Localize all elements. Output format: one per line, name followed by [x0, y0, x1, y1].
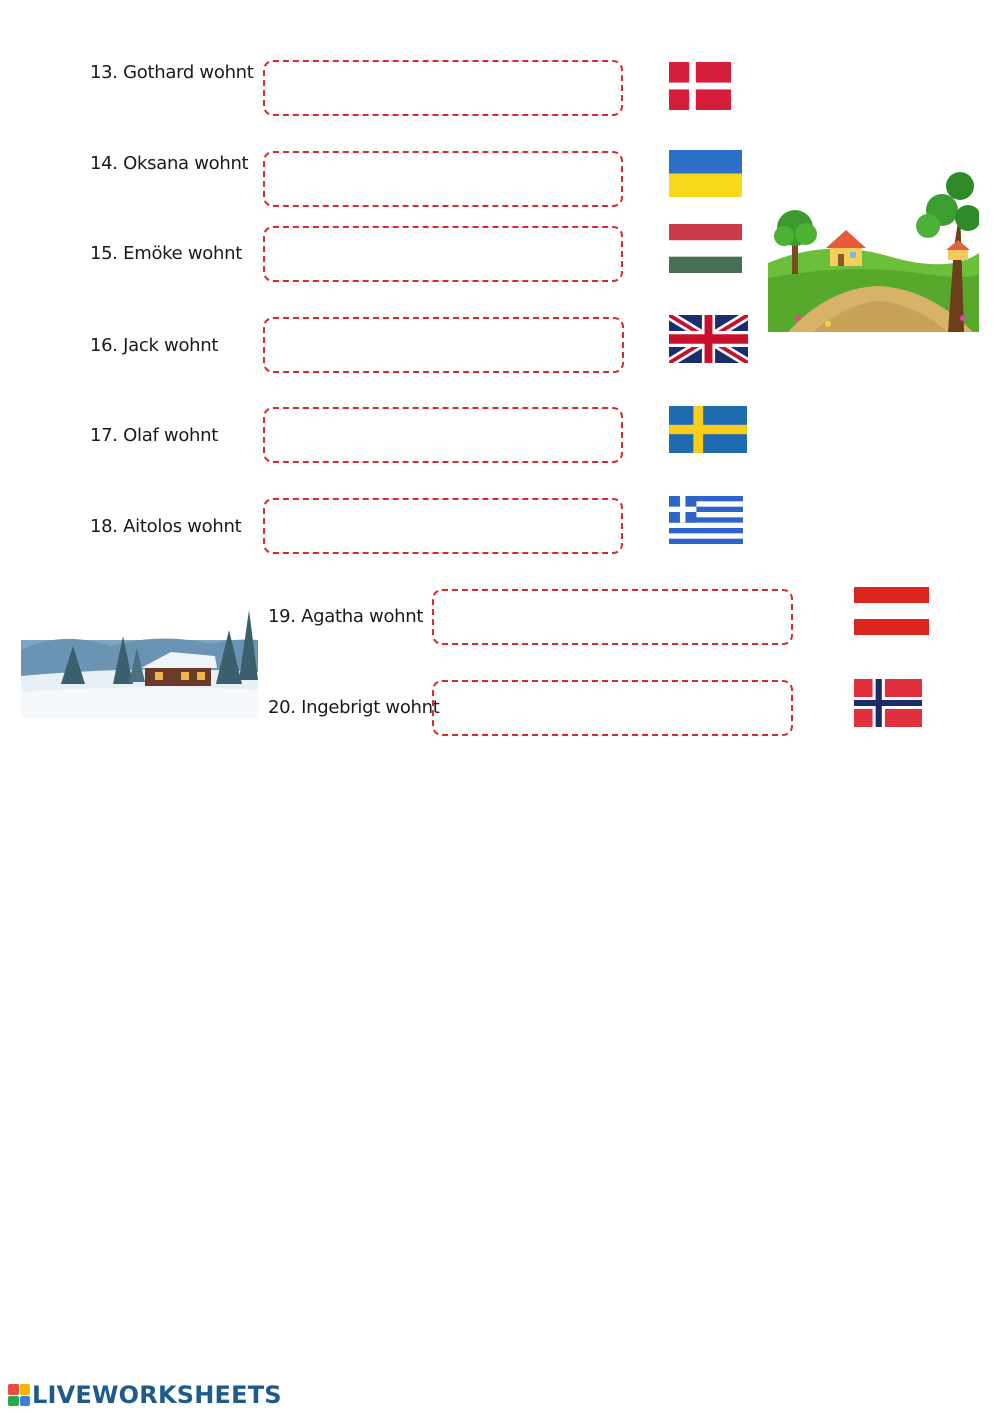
united-kingdom-flag-icon: [669, 315, 748, 363]
question-13-label: 13. Gothard wohnt: [90, 62, 254, 83]
answer-input-14[interactable]: [263, 151, 623, 207]
answer-input-16[interactable]: [263, 317, 624, 373]
answer-input-18[interactable]: [263, 498, 623, 554]
liveworksheets-logo-icon: [8, 1384, 30, 1406]
denmark-flag-icon: [669, 62, 731, 110]
answer-input-19[interactable]: [432, 589, 793, 645]
norway-flag-icon: [854, 679, 922, 727]
question-17-label: 17. Olaf wohnt: [90, 425, 219, 446]
greece-flag-icon: [669, 496, 743, 544]
answer-input-20[interactable]: [432, 680, 793, 736]
liveworksheets-logo: [8, 1381, 282, 1409]
question-19-label: 19. Agatha wohnt: [268, 606, 424, 627]
answer-input-15[interactable]: [263, 226, 623, 282]
hungary-flag-icon: [669, 224, 742, 273]
austria-flag-icon: [854, 587, 929, 635]
liveworksheets-wordmark: LIVEWORKSHEETS: [32, 1381, 282, 1409]
question-16-label: 16. Jack wohnt: [90, 335, 219, 356]
question-18-label: 18. Aitolos wohnt: [90, 516, 242, 537]
answer-input-17[interactable]: [263, 407, 623, 463]
question-15-label: 15. Emöke wohnt: [90, 243, 242, 264]
question-20-label: 20. Ingebrigt wohnt: [268, 697, 440, 718]
question-14-label: 14. Oksana wohnt: [90, 153, 249, 174]
answer-input-13[interactable]: [263, 60, 623, 116]
countryside-house-illustration: [768, 168, 979, 332]
winter-cabin-illustration: [21, 610, 258, 718]
ukraine-flag-icon: [669, 150, 742, 197]
sweden-flag-icon: [669, 406, 747, 453]
